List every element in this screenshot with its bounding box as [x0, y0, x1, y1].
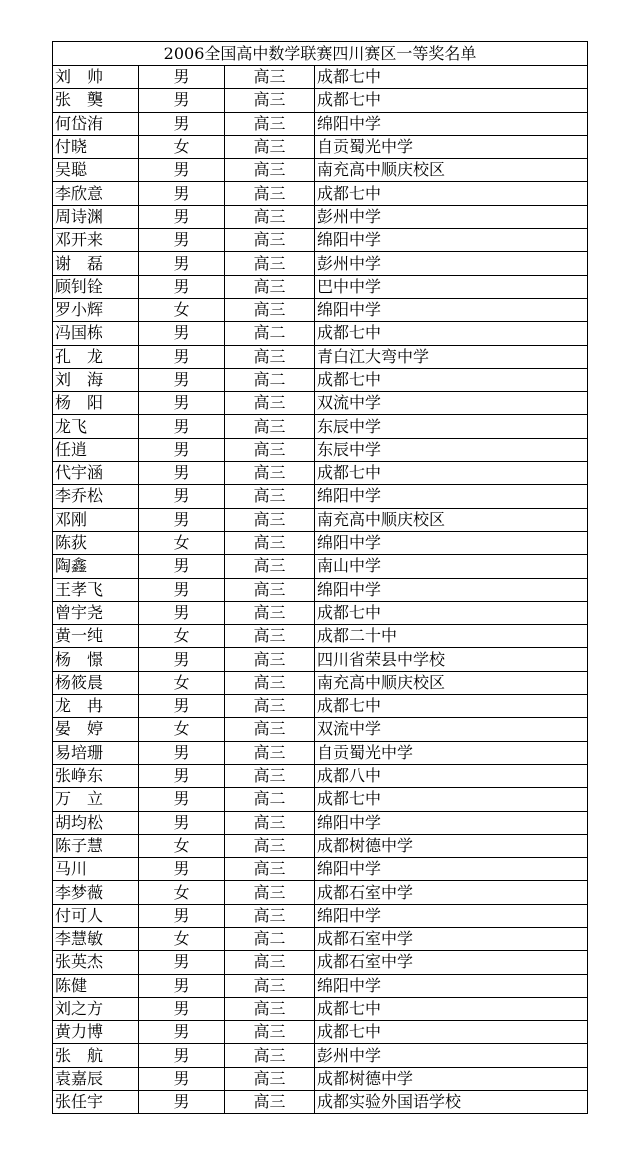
- student-name: 刘 帅: [53, 66, 139, 89]
- student-gender: 男: [139, 368, 225, 391]
- student-gender: 男: [139, 741, 225, 764]
- student-school: 成都实验外国语学校: [315, 1091, 588, 1114]
- table-row: [53, 345, 588, 368]
- student-gender: 男: [139, 205, 225, 228]
- table-row: [53, 135, 588, 158]
- student-gender: 男: [139, 462, 225, 485]
- student-gender: 男: [139, 555, 225, 578]
- table-row: [53, 718, 588, 741]
- table-row: [53, 764, 588, 787]
- student-gender: 男: [139, 788, 225, 811]
- table-row: [53, 601, 588, 624]
- student-grade: 高三: [225, 764, 315, 787]
- student-school: 双流中学: [315, 392, 588, 415]
- student-grade: 高三: [225, 415, 315, 438]
- table-row: [53, 1091, 588, 1114]
- student-school: 成都石室中学: [315, 951, 588, 974]
- student-gender: 男: [139, 1067, 225, 1090]
- student-school: 南充高中顺庆校区: [315, 508, 588, 531]
- table-row: [53, 112, 588, 135]
- student-gender: 男: [139, 252, 225, 275]
- student-gender: 男: [139, 648, 225, 671]
- student-name: 陶鑫: [53, 555, 139, 578]
- student-name: 杨 阳: [53, 392, 139, 415]
- student-gender: 女: [139, 927, 225, 950]
- student-school: 成都八中: [315, 764, 588, 787]
- student-name: 胡均松: [53, 811, 139, 834]
- student-school: 成都石室中学: [315, 927, 588, 950]
- table-row: [53, 834, 588, 857]
- student-school: 成都七中: [315, 462, 588, 485]
- student-school: 巴中中学: [315, 275, 588, 298]
- student-grade: 高三: [225, 205, 315, 228]
- student-gender: 男: [139, 229, 225, 252]
- student-gender: 男: [139, 601, 225, 624]
- student-school: 绵阳中学: [315, 904, 588, 927]
- student-grade: 高二: [225, 788, 315, 811]
- student-school: 绵阳中学: [315, 858, 588, 881]
- table-row: [53, 298, 588, 321]
- student-school: 彭州中学: [315, 1044, 588, 1067]
- student-grade: 高三: [225, 89, 315, 112]
- table-row: [53, 415, 588, 438]
- student-name: 代宇涵: [53, 462, 139, 485]
- student-grade: 高三: [225, 462, 315, 485]
- student-school: 绵阳中学: [315, 298, 588, 321]
- student-school: 成都七中: [315, 322, 588, 345]
- student-grade: 高三: [225, 1021, 315, 1044]
- student-grade: 高三: [225, 625, 315, 648]
- student-name: 袁嘉辰: [53, 1067, 139, 1090]
- student-school: 彭州中学: [315, 205, 588, 228]
- student-name: 付晓: [53, 135, 139, 158]
- student-school: 成都树德中学: [315, 1067, 588, 1090]
- student-school: 成都七中: [315, 89, 588, 112]
- student-grade: 高三: [225, 1044, 315, 1067]
- award-list-body: [53, 42, 588, 1114]
- student-grade: 高三: [225, 485, 315, 508]
- student-gender: 男: [139, 695, 225, 718]
- table-row: [53, 159, 588, 182]
- student-gender: 女: [139, 671, 225, 694]
- table-row: [53, 625, 588, 648]
- student-grade: 高三: [225, 438, 315, 461]
- student-name: 李欣意: [53, 182, 139, 205]
- student-gender: 男: [139, 858, 225, 881]
- student-name: 张英杰: [53, 951, 139, 974]
- award-list-table: [52, 41, 588, 1114]
- student-gender: 男: [139, 438, 225, 461]
- student-gender: 男: [139, 811, 225, 834]
- student-school: 南充高中顺庆校区: [315, 159, 588, 182]
- student-school: 绵阳中学: [315, 811, 588, 834]
- student-name: 何岱洧: [53, 112, 139, 135]
- student-name: 任逍: [53, 438, 139, 461]
- student-name: 龙飞: [53, 415, 139, 438]
- student-gender: 男: [139, 182, 225, 205]
- student-name: 邓刚: [53, 508, 139, 531]
- student-school: 南充高中顺庆校区: [315, 671, 588, 694]
- table-row: [53, 368, 588, 391]
- student-gender: 男: [139, 66, 225, 89]
- student-school: 绵阳中学: [315, 485, 588, 508]
- table-row: [53, 974, 588, 997]
- student-name: 谢 磊: [53, 252, 139, 275]
- student-grade: 高三: [225, 858, 315, 881]
- student-school: 成都七中: [315, 997, 588, 1020]
- student-gender: 男: [139, 1044, 225, 1067]
- student-gender: 男: [139, 485, 225, 508]
- student-name: 李梦薇: [53, 881, 139, 904]
- student-gender: 男: [139, 951, 225, 974]
- table-row: [53, 1021, 588, 1044]
- table-row: [53, 997, 588, 1020]
- student-school: 成都七中: [315, 695, 588, 718]
- student-school: 绵阳中学: [315, 112, 588, 135]
- table-row: [53, 322, 588, 345]
- student-name: 龙 冉: [53, 695, 139, 718]
- student-gender: 女: [139, 834, 225, 857]
- table-row: [53, 182, 588, 205]
- student-school: 东辰中学: [315, 438, 588, 461]
- table-row: [53, 858, 588, 881]
- table-row: [53, 811, 588, 834]
- student-name: 吴聪: [53, 159, 139, 182]
- table-row: [53, 229, 588, 252]
- student-grade: 高三: [225, 252, 315, 275]
- table-row: [53, 1067, 588, 1090]
- student-grade: 高三: [225, 718, 315, 741]
- student-grade: 高三: [225, 1067, 315, 1090]
- student-grade: 高三: [225, 741, 315, 764]
- table-row: [53, 205, 588, 228]
- student-name: 邓开来: [53, 229, 139, 252]
- student-grade: 高三: [225, 648, 315, 671]
- table-row: [53, 648, 588, 671]
- student-name: 李慧敏: [53, 927, 139, 950]
- student-gender: 男: [139, 1021, 225, 1044]
- student-name: 张 龑: [53, 89, 139, 112]
- table-row: [53, 904, 588, 927]
- student-school: 四川省荣县中学校: [315, 648, 588, 671]
- student-name: 张 航: [53, 1044, 139, 1067]
- student-grade: 高三: [225, 229, 315, 252]
- student-gender: 男: [139, 112, 225, 135]
- student-grade: 高三: [225, 135, 315, 158]
- student-school: 东辰中学: [315, 415, 588, 438]
- student-name: 孔 龙: [53, 345, 139, 368]
- student-school: 南山中学: [315, 555, 588, 578]
- student-school: 成都七中: [315, 1021, 588, 1044]
- student-gender: 男: [139, 997, 225, 1020]
- student-name: 晏 婷: [53, 718, 139, 741]
- student-name: 陈健: [53, 974, 139, 997]
- student-grade: 高三: [225, 298, 315, 321]
- table-row: [53, 89, 588, 112]
- student-school: 绵阳中学: [315, 578, 588, 601]
- student-school: 成都七中: [315, 182, 588, 205]
- student-grade: 高三: [225, 275, 315, 298]
- student-name: 陈荻: [53, 531, 139, 554]
- student-gender: 男: [139, 1091, 225, 1114]
- table-row: [53, 927, 588, 950]
- student-grade: 高三: [225, 671, 315, 694]
- student-grade: 高三: [225, 951, 315, 974]
- table-row: [53, 392, 588, 415]
- student-school: 绵阳中学: [315, 229, 588, 252]
- student-name: 杨筱晨: [53, 671, 139, 694]
- table-row: [53, 788, 588, 811]
- student-name: 杨 憬: [53, 648, 139, 671]
- student-gender: 男: [139, 345, 225, 368]
- student-school: 双流中学: [315, 718, 588, 741]
- student-gender: 男: [139, 974, 225, 997]
- student-school: 成都七中: [315, 368, 588, 391]
- student-name: 陈子慧: [53, 834, 139, 857]
- student-name: 周诗渊: [53, 205, 139, 228]
- table-row: [53, 531, 588, 554]
- student-name: 张任宇: [53, 1091, 139, 1114]
- student-gender: 男: [139, 508, 225, 531]
- student-school: 成都七中: [315, 601, 588, 624]
- student-school: 成都石室中学: [315, 881, 588, 904]
- student-grade: 高三: [225, 997, 315, 1020]
- student-grade: 高二: [225, 927, 315, 950]
- student-grade: 高三: [225, 66, 315, 89]
- student-grade: 高三: [225, 1091, 315, 1114]
- student-school: 青白江大弯中学: [315, 345, 588, 368]
- student-grade: 高三: [225, 881, 315, 904]
- table-title: 2006全国高中数学联赛四川赛区一等奖名单: [53, 42, 588, 66]
- student-school: 自贡蜀光中学: [315, 741, 588, 764]
- table-row: [53, 578, 588, 601]
- student-grade: 高三: [225, 182, 315, 205]
- student-gender: 女: [139, 531, 225, 554]
- student-gender: 男: [139, 764, 225, 787]
- student-name: 冯国栋: [53, 322, 139, 345]
- table-row: [53, 951, 588, 974]
- student-gender: 男: [139, 904, 225, 927]
- student-name: 付可人: [53, 904, 139, 927]
- student-name: 曾宇尧: [53, 601, 139, 624]
- table-row: [53, 438, 588, 461]
- table-row: [53, 462, 588, 485]
- table-row: [53, 1044, 588, 1067]
- student-gender: 男: [139, 89, 225, 112]
- student-school: 绵阳中学: [315, 531, 588, 554]
- student-gender: 男: [139, 578, 225, 601]
- table-row: [53, 508, 588, 531]
- student-grade: 高三: [225, 112, 315, 135]
- student-school: 成都七中: [315, 788, 588, 811]
- student-grade: 高三: [225, 904, 315, 927]
- table-row: [53, 66, 588, 89]
- student-grade: 高三: [225, 695, 315, 718]
- student-grade: 高三: [225, 601, 315, 624]
- table-row: [53, 741, 588, 764]
- student-name: 顾钊铨: [53, 275, 139, 298]
- student-school: 彭州中学: [315, 252, 588, 275]
- table-row: [53, 485, 588, 508]
- student-name: 王孝飞: [53, 578, 139, 601]
- student-name: 万 立: [53, 788, 139, 811]
- student-grade: 高三: [225, 159, 315, 182]
- student-name: 黄力博: [53, 1021, 139, 1044]
- student-name: 刘 海: [53, 368, 139, 391]
- student-gender: 男: [139, 275, 225, 298]
- student-gender: 女: [139, 625, 225, 648]
- student-gender: 女: [139, 718, 225, 741]
- student-grade: 高三: [225, 531, 315, 554]
- student-school: 成都二十中: [315, 625, 588, 648]
- student-gender: 男: [139, 159, 225, 182]
- student-grade: 高二: [225, 322, 315, 345]
- student-name: 张峥东: [53, 764, 139, 787]
- student-school: 绵阳中学: [315, 974, 588, 997]
- student-grade: 高三: [225, 974, 315, 997]
- student-name: 刘之方: [53, 997, 139, 1020]
- table-row: [53, 275, 588, 298]
- student-grade: 高三: [225, 834, 315, 857]
- student-name: 罗小辉: [53, 298, 139, 321]
- student-school: 自贡蜀光中学: [315, 135, 588, 158]
- student-gender: 女: [139, 298, 225, 321]
- student-grade: 高二: [225, 368, 315, 391]
- student-gender: 女: [139, 881, 225, 904]
- title-row: [53, 42, 588, 66]
- student-gender: 男: [139, 392, 225, 415]
- table-row: [53, 695, 588, 718]
- student-gender: 男: [139, 415, 225, 438]
- student-school: 成都七中: [315, 66, 588, 89]
- table-row: [53, 555, 588, 578]
- student-grade: 高三: [225, 392, 315, 415]
- student-name: 李乔松: [53, 485, 139, 508]
- table-row: [53, 671, 588, 694]
- student-gender: 女: [139, 135, 225, 158]
- student-name: 马川: [53, 858, 139, 881]
- student-grade: 高三: [225, 508, 315, 531]
- student-name: 易培珊: [53, 741, 139, 764]
- student-grade: 高三: [225, 578, 315, 601]
- student-gender: 男: [139, 322, 225, 345]
- student-school: 成都树德中学: [315, 834, 588, 857]
- student-grade: 高三: [225, 811, 315, 834]
- student-name: 黄一纯: [53, 625, 139, 648]
- table-row: [53, 252, 588, 275]
- student-grade: 高三: [225, 345, 315, 368]
- table-row: [53, 881, 588, 904]
- student-grade: 高三: [225, 555, 315, 578]
